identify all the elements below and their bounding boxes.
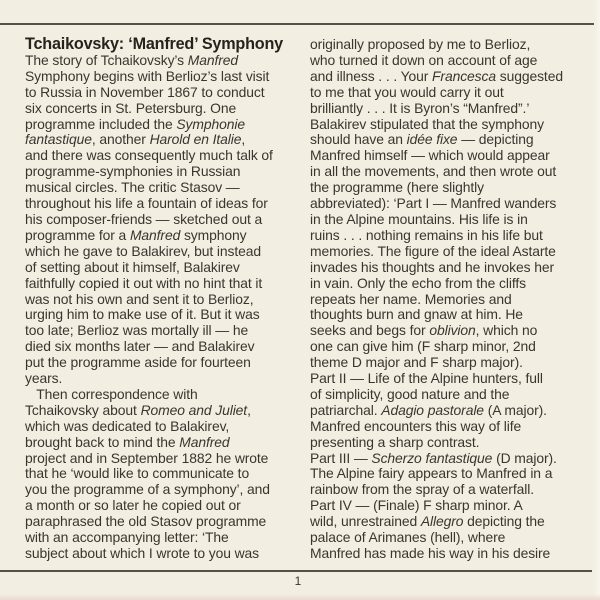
top-rule	[0, 23, 594, 25]
page-number: 1	[294, 574, 302, 588]
text-line: you the programme of a symphony’, and	[25, 481, 270, 498]
text-line: which he gave to Balakirev, but instead	[25, 242, 261, 259]
text-line: wild, unrestrained Allegro depicting the	[310, 513, 545, 530]
text-line: that he ‘would like to communicate to	[25, 465, 250, 482]
text-line: the programme (here slightly	[310, 179, 484, 196]
text-line: thoughts burn and gnaw at him. He	[310, 306, 523, 323]
text-line: Part IV — (Finale) F sharp minor. A	[310, 497, 523, 514]
text-line: The story of Tchaikovsky’s Manfred	[25, 51, 239, 68]
page-edge-right	[594, 0, 600, 600]
text-line: paraphrased the old Stasov programme	[25, 513, 267, 530]
right-column-body	[310, 37, 592, 562]
text-line: Manfred encounters this way of life	[310, 417, 522, 434]
text-line: too late; Berlioz was mortally ill — he	[25, 322, 249, 339]
text-line: programme included the Symphonie	[25, 115, 245, 132]
text-line: should have an idée fixe — depicting	[310, 131, 534, 148]
text-line: Part III — Scherzo fantastique (D major).	[310, 449, 557, 466]
text-line: to Russia in November 1867 to conduct	[25, 83, 265, 100]
text-line: of simplicity, good nature and the	[310, 385, 510, 402]
text-line: Balakirev stipulated that the symphony	[310, 115, 545, 132]
text-line: in all the movements, and then wrote out	[310, 163, 557, 180]
text-line: seeks and begs for oblivion, which no	[310, 322, 538, 339]
text-line: ruins . . . nothing remains in his life but	[310, 226, 543, 243]
text-line: Then correspondence with	[25, 385, 198, 402]
text-line: and there was consequently much talk of	[25, 147, 273, 164]
text-line: who turned it down on account of age	[310, 51, 538, 68]
text-line: presenting a sharp contrast.	[310, 433, 480, 450]
text-line: palace of Arimanes (hell), where	[310, 529, 506, 546]
text-line: subject about which I wrote to you was	[25, 545, 260, 561]
text-line: programme-symphonies in Russian	[25, 163, 241, 180]
text-line: of setting about it himself, Balakirev	[25, 258, 240, 275]
page-edge-bottom	[0, 594, 600, 600]
text-line: and illness . . . Your Francesca suggested	[310, 67, 563, 84]
text-line: urging him to make use of it. But it was	[25, 306, 260, 323]
left-text-column	[25, 37, 303, 562]
text-line: Manfred has made his way in his desire	[310, 545, 551, 561]
right-text-column	[310, 37, 592, 562]
text-line: project and in September 1882 he wrote	[25, 449, 269, 466]
text-line: his composer-friends — sketched out a	[25, 210, 263, 227]
text-line: musical circles. The critic Stasov —	[25, 179, 240, 196]
text-line: to me that you would carry it out	[310, 83, 504, 100]
text-line: was not his own and sent it to Berlioz,	[25, 290, 254, 307]
text-line: brought back to mind the Manfred	[25, 433, 230, 450]
text-line: abbreviated): ‘Part I — Manfred wanders	[310, 195, 557, 212]
text-line: originally proposed by me to Berlioz,	[310, 36, 531, 52]
text-line: fantastique, another Harold en Italie,	[25, 131, 246, 148]
text-line: invades his thoughts and he invokes her	[310, 258, 554, 275]
text-line: Part II — Life of the Alpine hunters, full	[310, 370, 543, 387]
text-line: put the programme aside for fourteen	[25, 354, 251, 371]
text-line: rainbow from the spray of a waterfall.	[310, 481, 534, 498]
text-line: in vain. Only the echo from the cliffs	[310, 274, 526, 291]
text-line: one can give him (F sharp minor, 2nd	[310, 338, 536, 355]
left-column-body	[25, 53, 303, 562]
text-line: years.	[25, 370, 63, 387]
text-line: theme D major and F sharp major).	[310, 354, 523, 371]
text-line: Symphony begins with Berlioz’s last visit	[25, 67, 270, 84]
text-line: programme for a Manfred symphony	[25, 226, 247, 243]
text-line: Tchaikovsky about Romeo and Juliet,	[25, 401, 251, 418]
text-line: patriarchal. Adagio pastorale (A major).	[310, 401, 547, 418]
text-line: with an accompanying letter: ‘The	[25, 529, 229, 546]
bottom-rule	[0, 570, 592, 572]
text-line: which was dedicated to Balakirev,	[25, 417, 230, 434]
text-line: Manfred himself — which would appear	[310, 147, 550, 164]
page-title: Tchaikovsky: ‘Manfred’ Symphony	[25, 35, 283, 53]
text-line: brilliantly . . . It is Byron’s “Manfred”.’	[310, 99, 530, 116]
text-line: faithfully copied it out with no hint that it	[25, 274, 263, 291]
text-line: memories. The figure of the ideal Astarte	[310, 242, 556, 259]
text-line: repeats her name. Memories and	[310, 290, 512, 307]
text-line: throughout his life a fountain of ideas for	[25, 195, 268, 212]
text-line: The Alpine fairy appears to Manfred in a	[310, 465, 553, 482]
text-line: six concerts in St. Petersburg. One	[25, 99, 237, 116]
text-line: in the Alpine mountains. His life is in	[310, 210, 528, 227]
text-line: a month or so later he copied out or	[25, 497, 241, 514]
text-line: died six months later — and Balakirev	[25, 338, 255, 355]
